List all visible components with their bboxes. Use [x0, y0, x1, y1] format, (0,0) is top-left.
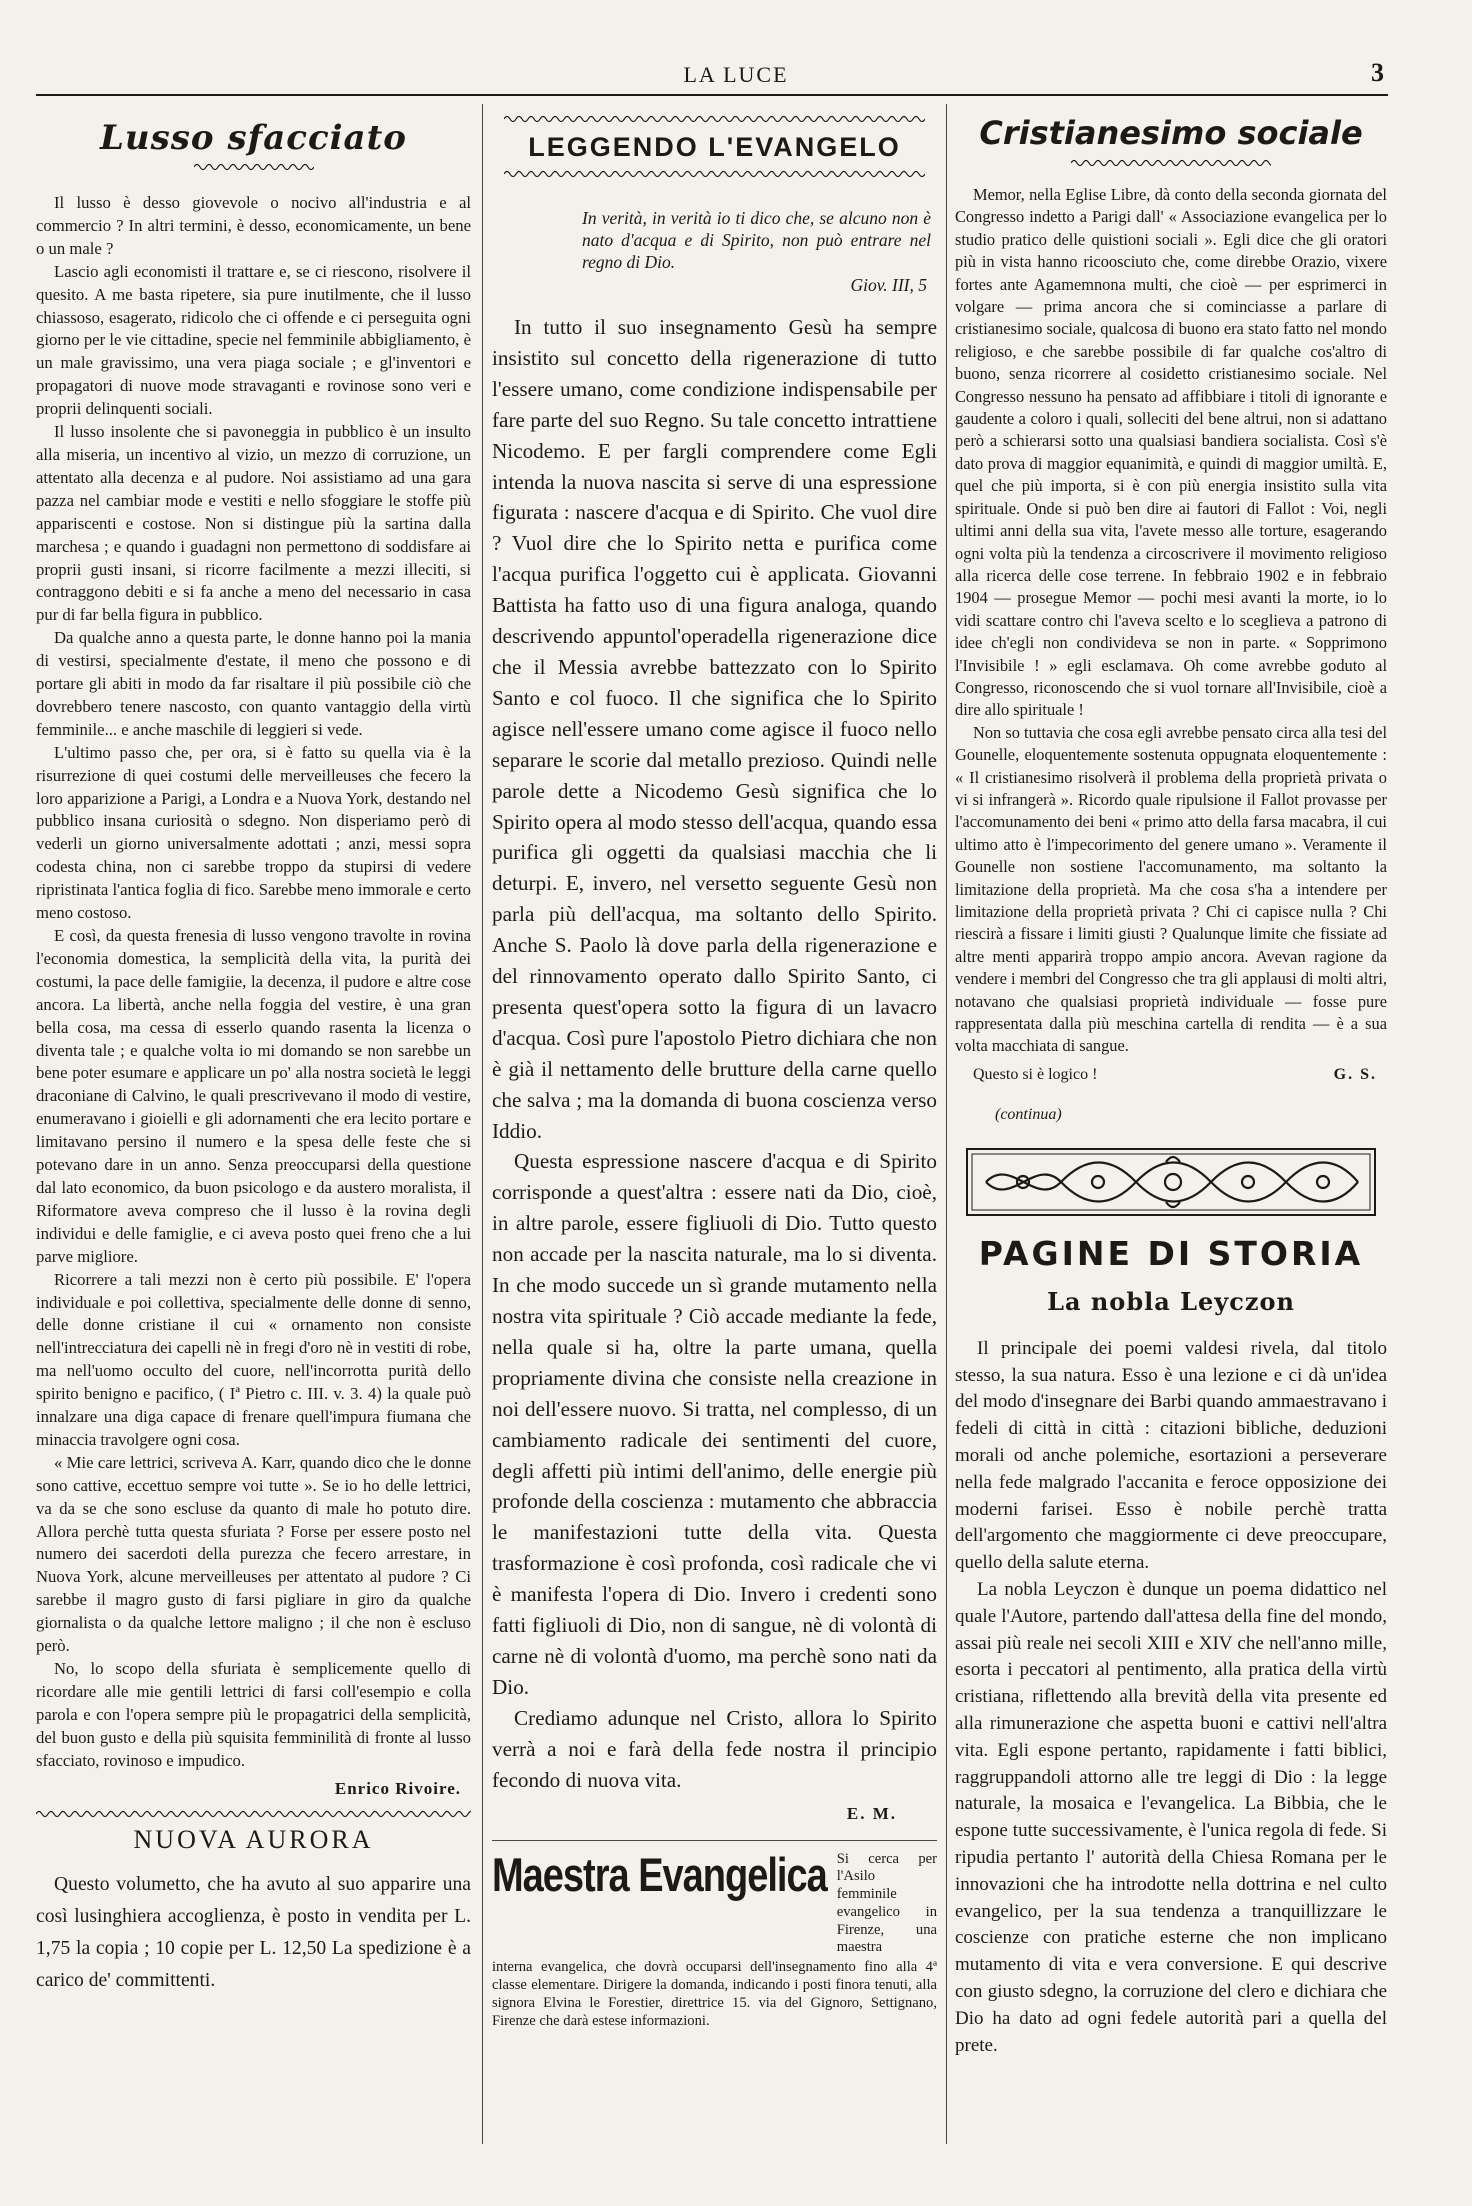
paragraph: L'ultimo passo che, per ora, si è fatto su quella via è la risurrezione di quei costumi delle merveilleuses che fecero la loro apparizione a Parigi, a Londra e a Nuova York, destando nel pubblico insana curiosità o sdegno. Non disperiamo però di vederli un giorno universalmente adottati ; anzi, messi sopra codesta china, non ci sarebbe troppo da stupirsi di vedere ripristinata l'antica foglia di fico. Sarebbe meno immorale e certo meno costoso.: [36, 742, 471, 923]
signature-row: [955, 1066, 1387, 1084]
article-title-nobla-leyczon: La nobla Leyczon: [1047, 1286, 1295, 1316]
paragraph: Questo volumetto, che ha avuto al suo apparire una così lusinghiera accoglienza, è posto in vendita per L. 1,75 la copia ; 10 copie per L. 12,50 La spedizione è a carico de' committenti.: [36, 1873, 471, 1991]
paragraph: Memor, nella Eglise Libre, dà conto della seconda giornata del Congresso indetto a Parigi dall' « Associazione evangelica per lo studio pratico delle quistioni sociali ». Egli dice che gli oratori più in vista hanno ricoosciuto che, come direbbe Orazio, vixere fortes ante Agamemnona multi, che cioè — per esprimerci in volgare — prima ancora che si cominciasse a parlare di cristianesimo sociale, qualcosa di buono era stato fatto nel mondo religioso, e che sarebbe possibile di far qualche cos'altro di buono, senza ricorrere al cosidetto cristianesimo sociale. Nel Congresso nessuno ha pensato ad affibbiare i titoli di ignorante e gaudente a coloro i quali, solleciti del bene altrui, non si adattano però a schierarsi sotto una qualsiasi bandiera socialista. Così s'è dato prova di maggior equanimità, e quindi di maggior umiltà. E, quel che più importa, si è con più energia insistito sulla vita spirituale. Onde si può ben dire ai fautori di Fallot : Voi, negli ultimi anni della sua vita, l'avete messo alle torture, esagerando ogni volta più la tendenza a circoscrivere il movimento religioso alla ricerca delle cose terrene. In febbraio 1902 e in febbraio 1904 — prosegue Memor — pochi mesi avanti la morte, io lo vidi scattare contro chi l'aveva scelto e lo sceglieva a patrono di idee ch'egli non condivideva se non in parte. « Sopprimono l'Invisibile ! » egli esclamava. Oh come avrebbe goduto al Congresso, riconoscendo che si vuol tornare all'Invisibile, cioè a dire allo spirituale !: [955, 185, 1387, 720]
paragraph: Il principale dei poemi valdesi rivela, dal titolo stesso, la sua natura. Esso è una lezione e ci dà un'idea del modo d'insegnare dei Barbi quando ammaestravano i fedeli di città in città : citazioni bibliche, deduzioni morali od anche polemiche, esortazioni a perseverare nella fede malgrado l'accanita e feroce opposizione dei moderni farisei. Esso è nobile perchè tratta dell'argomento che maggiormente ci deve preoccupare, quello della salute eterna.: [955, 1337, 1387, 1574]
paragraph: Lascio agli economisti il trattare e, se ci riescono, risolvere il quesito. A me basta ripetere, sia pure inutilmente, che il lusso chiassoso, esagerato, ridicolo che ci offende e ci perseguita ogni giorno per le vie cittadine, specie nel femminile abbigliamento, è un male gravissimo, una vera piaga sociale ; e gl'inventori e propagatori di nuove mode stravaganti e rovinose sono veri e proprii delinquenti sociali.: [36, 261, 471, 419]
column-3: [955, 106, 1387, 2136]
paragraph: Questa espressione nascere d'acqua e di Spirito corrisponde a quest'altra : essere nati da Dio, cioè, in altre parole, essere figliuoli di Dio. Tutto questo non accade per la nascita naturale, ma lo si diventa. In che modo succede un sì grande mutamento nella nostra vita spirituale ? Ciò accade mediante la fede, nella quale si ha, oltre la parte umana, quella propriamente divina che consiste nella creazione in noi dell'essere nuovo. Si tratta, nel complesso, di un cambiamento radicale dei sentimenti del cuore, degli affetti più intimi dell'animo, delle energie più profonde della coscienza : mutamento che abbraccia le manifestazioni tutte della vita. Questa trasformazione è così profonda, così radicale che vi è manifesta l'opera di Dio. Invero i credenti sono fatti figliuoli di Dio, non di sangue, nè di volontà di carne nè di volontà d'uomo, ma perchè sono nati da Dio.: [492, 1149, 937, 1699]
continued-note: (continua): [995, 1105, 1062, 1123]
section-title-pagine-di-storia: PAGINE DI STORIA: [978, 1233, 1364, 1273]
paragraph: Non so tuttavia che cosa egli avrebbe pensato circa alla tesi del Gounelle, eloquentemente sostenuta oppugnata eloquentemente : « Il cristianesimo risolverà il problema della proprietà privata o vi si infrangerà ». Ricordo quale ripulsione il Fallot provasse per l'accomunamento dei beni « primo atto della farsa macabra, il cui ultimo atto è l'impecorimento del genere umano ». Veramente il Gounelle non sostiene l'accomunamento, ma soltanto la limitazione della proprietà. Ma che cosa s'ha a intendere per limitazione della proprietà privata ? Chi ci capisce nulla ? Chi riescirà a fissare i limiti giusti ? Qualunque limite che fissiate ad altre menti apparirà troppo ampio ancora. Avevan ragione da vendere i membri del Congresso che tra gli applausi di molti altri, notavano che qualsiasi proprietà individuale — fosse pure rappresentata dalla più meschina cartella di rendita — è a sua volta macchiata di sangue.: [955, 722, 1387, 1056]
vine-ornament-icon: [966, 1148, 1376, 1216]
title-box-leggendo: [504, 114, 925, 179]
advertisement: [492, 1840, 937, 1958]
header-rule: [36, 94, 1388, 96]
article-body-lusso: [36, 192, 471, 1773]
ad-title: Maestra Evangelica: [492, 1849, 827, 1902]
running-title: LA LUCE: [683, 62, 789, 87]
paragraph: Da qualche anno a questa parte, le donne hanno poi la mania di vestirsi, specialmente d'estate, il meno che possono e di portare gli abiti in modo da far risaltare il più possibile ciò che dovrebbero tenere nascosto, con quanto vantaggio della virtù femminile... e anche maschile di leggieri si vede.: [36, 628, 471, 739]
author-signature: G. S.: [1333, 1065, 1377, 1083]
wavy-line-icon: [36, 1809, 471, 1819]
author-signature: E. M.: [846, 1803, 897, 1823]
article-body-leggendo: [492, 312, 937, 1796]
column-1: [36, 106, 471, 2136]
paragraph: La nobla Leyczon è dunque un poema didattico nel quale l'Autore, partendo dall'attesa della fine del mondo, assai più reale nei secoli XIII e XIV che nell'anno mille, esorta i peccatori al pentimento, alla pratica della virtù cristiana, riflettendo alla brevità della vita presente ed alla rimunerazione che aspetta buoni e cattivi nell'altra vita. Egli espone pertanto, rapidamente i fatti biblici, raggruppandoli attorno alle tre leggi di Dio : la legge naturale, la mosaica e l'evangelica. La Bibbia, che le espone tutte successivamente, è l'unica regola di fede. Si ripudia pertanto l' autorità della Chiesa Romana per le innovazioni che ha introdotte nella dottrina e nel culto evangelico, per la sua tendenza a tranquillizzare le coscienze con pratiche esterne che non implicano mutamento di vita e vera conversione. E qui descrive con giusto sdegno, la corruzione del clero e dichiara che Dio ha dato ad ogni fedele autorità pari a quella del prete.: [955, 1579, 1387, 2056]
column-2: [492, 106, 937, 2136]
page-number: 3: [1371, 58, 1384, 87]
paragraph: « Mie care lettrici, scriveva A. Karr, quando dico che le donne sono cattive, eccettuo sempre voi tutte ». Se io ho delle lettrici, va da se che sono escluse da quanto di male ho potuto dire. Allora perchè tutta questa sfuriata ? Forse per essere posto nel numero dei sacerdoti della purezza che fecero arrestare, in Nuova York, alcune merveilleuses per attentato al pudore ? Ci sarebbe il magro gusto di farsi pigliare in giro da qualche giornalista o da qualche lettore maligno ; il che non è escluso però.: [36, 1452, 471, 1656]
paragraph: No, lo scopo della sfuriata è semplicemente quello di ricordare alle mie gentili lettrici di farsi coll'esempio e colla parola e con l'opera sempre più le propagatrici della semplicità, del buon gusto e della più squisita femminilità di fronte al lusso sfacciato, rovinoso e impudico.: [36, 1659, 471, 1770]
article-title-cristianesimo: Cristianesimo sociale: [979, 114, 1363, 152]
article-title-leggendo: LEGGENDO L'EVANGELO: [528, 132, 901, 162]
paragraph: Ricorrere a tali mezzi non è certo più possibile. E' l'opera individuale e poi collettiva, specialmente delle donne di senno, delle donne cristiane il cui « ornamento non consiste nell'intrecciatura dei capelli nè in fregi d'oro nè in vestiti di robe, ma nell'uomo occulto del cuore, nell'incorrotta purità dello spirito benigno e pacifico, ( Iª Pietro c. III. v. 3. 4) la quale può innalzare una diga capace di frenare quell'impura fiumana che minaccia travolgere ogni cosa.: [36, 1269, 471, 1449]
paragraph: In tutto il suo insegnamento Gesù ha sempre insistito sul concetto della rigenerazione di tutto l'essere umano, come condizione indispensabile per fare parte del suo Regno. Su tale concetto intrattiene Nicodemo. E per fargli comprendere come Egli intenda la nuova nascita si serve di una espressione figurata : nascere d'acqua e di Spirito. Che vuol dire ? Vuol dire che lo Spirito netta e purifica come l'acqua purifica l'oggetto cui è applicata. Giovanni Battista ha fatto uso di una figura analoga, quando descrivendo appuntol'operadella rigenerazione dice che il Messia avrebbe battezzato con lo Spirito Santo e col fuoco. Il che significa che lo Spirito agisce nell'essere umano come agisce il fuoco nello separare le scorie dal metallo prezioso. Quindi nelle parole dette a Nicodemo Gesù significa che lo Spirito opera al modo stesso dell'acqua, quando essa purifica gli oggetti da qualsiasi macchia che li deturpi. E, invero, nel versetto seguente Gesù non parla più dell'acqua, ma soltanto dello Spirito. Anche S. Paolo là dove parla della rigenerazione e del rinnovamento operato dallo Spirito Santo, ci presenta quest'opera sotto la figura di un lavacro d'acqua. Così pure l'apostolo Pietro dichiara che non è già il nettamento delle brutture della carne quello che salva ; ma la domanda di buona coscienza verso Iddio.: [492, 315, 937, 1143]
epigraph: In verità, in verità io ti dico che, se alcuno non è nato d'acqua e di Spirito, non può entrare nel regno di Dio.: [582, 208, 931, 272]
ad-text: interna evangelica, che dovrà occuparsi dell'insegnamento fino alla 4ª classe elementare. Dirigere la domanda, indicando i posti finora tenuti, alla signora Elvina le Forestier, direttrice 15. via del Gignoro, Settignano, Firenze che darà estese informazioni.: [492, 1959, 937, 2029]
article-body-nobla: [955, 1336, 1387, 2060]
paragraph: Il lusso è desso giovevole o nocivo all'industria e al commercio ? In altri termini, è desso, economicamente, un bene o un male ?: [36, 193, 471, 258]
wavy-line-icon: [504, 169, 925, 179]
paragraph: Crediamo adunque nel Cristo, allora lo Spirito verrà a noi e farà della fede nostra il principio fecondo di nuova vita.: [492, 1705, 937, 1792]
author-signature: Enrico Rivoire.: [334, 1778, 461, 1798]
column-divider-1: [482, 104, 483, 2144]
wavy-line-icon: [504, 114, 925, 124]
article-title-nuova-aurora: NUOVA AURORA: [133, 1824, 374, 1854]
wavy-line-icon: [194, 162, 314, 172]
closing-line: Questo si è logico !: [973, 1065, 1098, 1083]
article-body-cristianesimo: [955, 184, 1387, 1058]
epigraph-source: Giov. III, 5: [850, 275, 927, 295]
wavy-line-icon: [1071, 158, 1271, 168]
column-divider-2: [946, 104, 947, 2144]
paragraph: E così, da questa frenesia di lusso vengono travolte in rovina l'economia domestica, la semplicità della vita, la purità dei costumi, la pace delle famigiie, la decenza, il pudore e altre cose ancora. La libertà, anche nella foggia del vestire, è una gran bella cosa, ma cessa di esserlo quando rasenta la licenza o diventa tale ; e qualche volta io mi domando se non sarebbe un bene poter esumare e applicare un po' alla nostra società le leggi draconiane di Calvino, le quali prescrivevano il modo di vestire, enumeravano i gioielli e gli adornamenti che era lecito portare e limitavano persino il numero e la spesa delle feste che si potevano dare in un anno. Senza preoccuparsi della questione dal lato economico, da buon psicologo e da austero moralista, il Riformatore aveva compreso che il lusso è la rovina degli individui e delle famiglie, e ci aveva posto quei freno che a lui parve migliore.: [36, 926, 471, 1266]
ad-text: Si cerca per l'Asilo femminile evangelico in Firenze, una maestra: [836, 1850, 937, 1956]
article-title-lusso: Lusso sfacciato: [100, 118, 407, 158]
paragraph: Il lusso insolente che si pavoneggia in pubblico è un insulto alla miseria, un incentivo al vizio, un mezzo di corruzione, un attentato alla decenza e al pudore. Noi assistiamo ad una gara pazza nel cambiar mode e vestiti e nello sfoggiare le stoffe più appariscenti e costose. Non si distingue più la sartina dalla marchesa ; e quando i guadagni non permettono di soddisfare ai proprii gusti insani, si ricorre facilmente a mezzi illeciti, si contraggono debiti e si fa anche a meno del necessario in casa pur di far bella figura in pubblico.: [36, 422, 471, 625]
